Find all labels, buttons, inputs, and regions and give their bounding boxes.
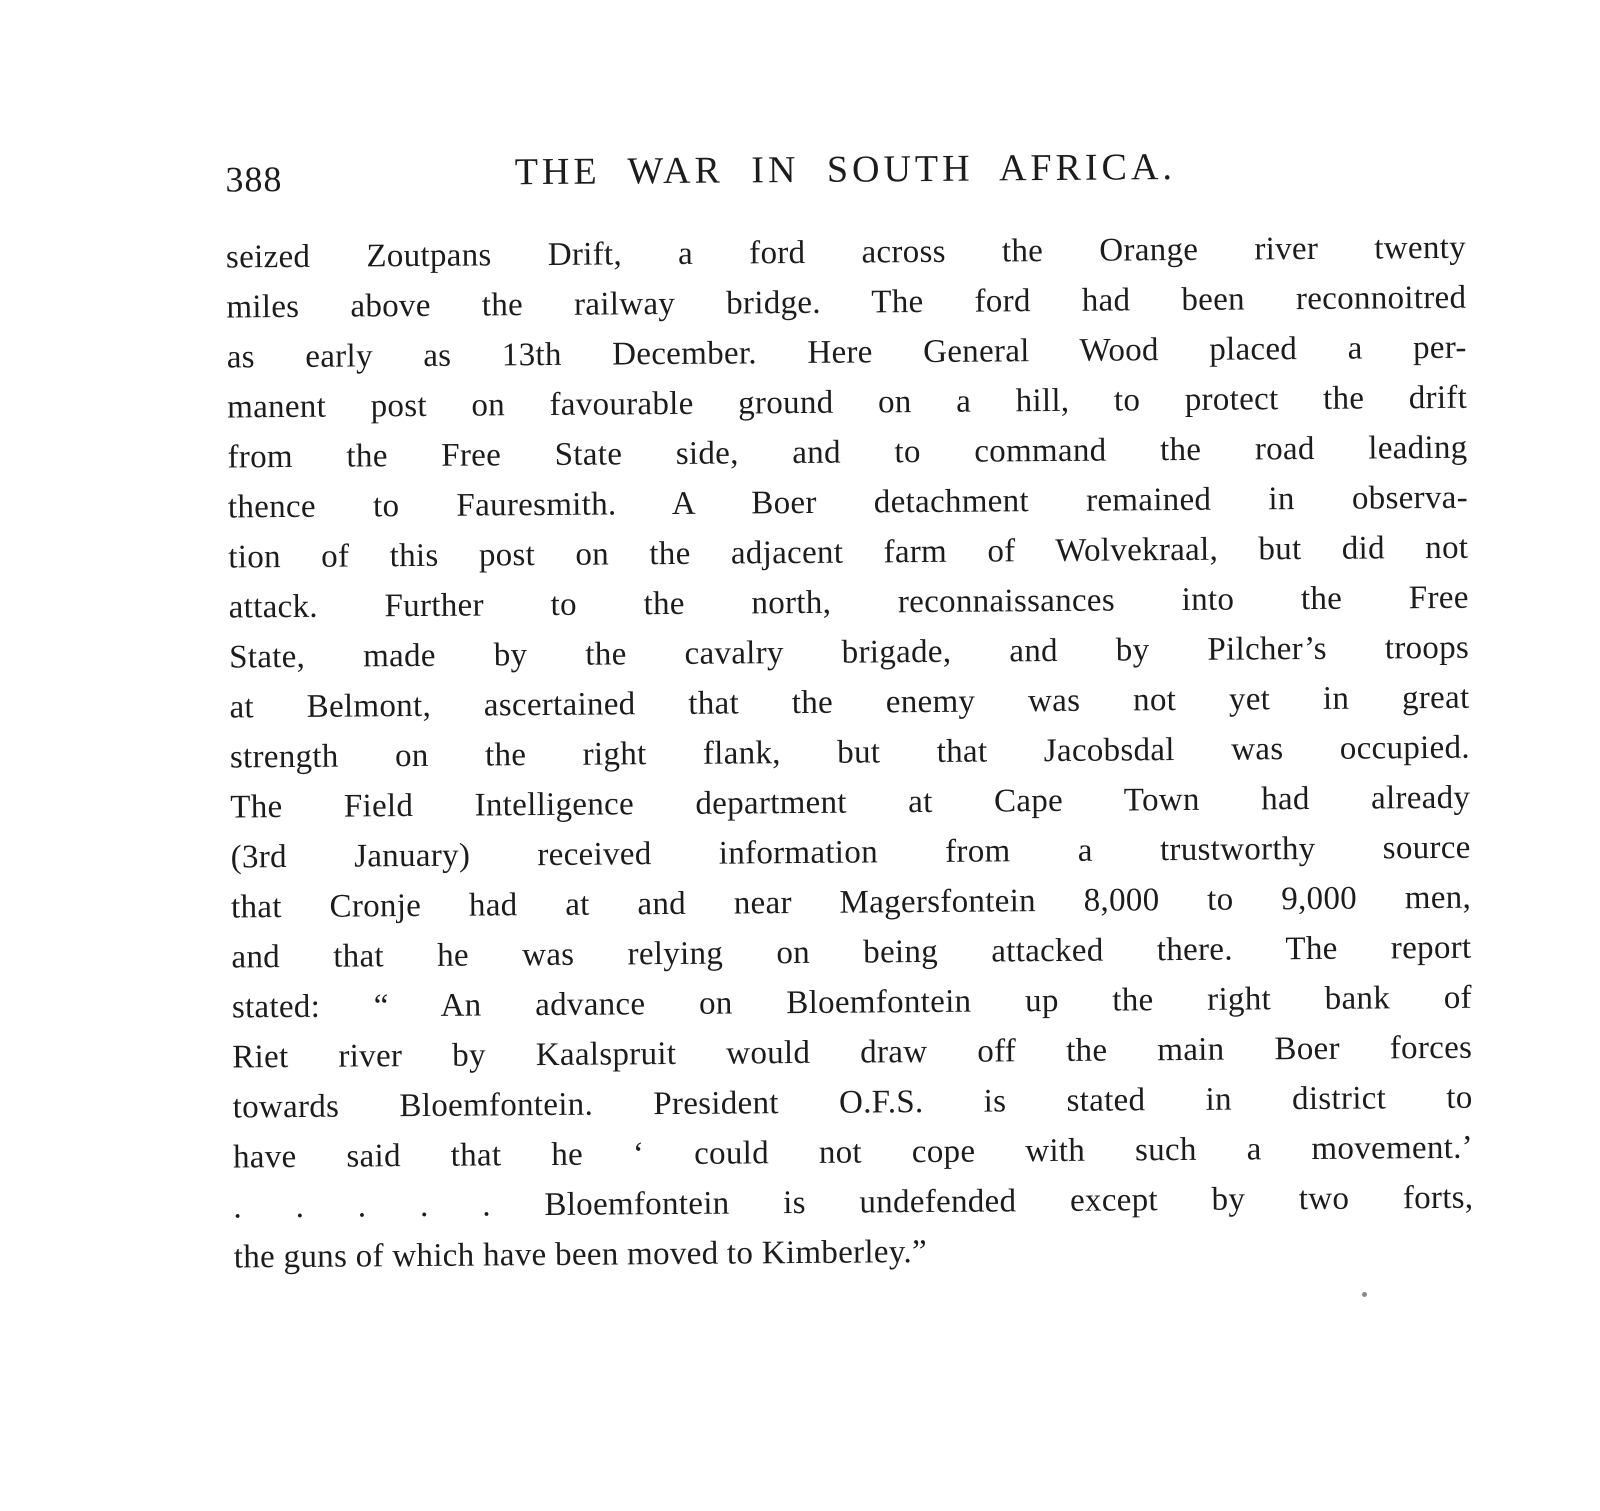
page-header-title: THE WAR IN SOUTH AFRICA. <box>514 146 1177 194</box>
text-line: from the Free State side, and to command the road leading <box>227 429 1468 476</box>
page-number: 388 <box>225 159 283 200</box>
text-line: . . . . . Bloemfontein is undefended except by two forts, <box>233 1179 1474 1226</box>
text-line: seized Zoutpans Drift, a ford across the Orange river twenty <box>225 229 1467 276</box>
text-line: that Cronje had at and near Magersfontein 8,000 to 9,000 men, <box>230 879 1472 926</box>
text-line: at Belmont, ascertained that the enemy was not yet in great <box>229 679 1470 726</box>
text-line: as early as 13th December. Here General Wood placed a per- <box>226 329 1467 376</box>
text-line: the guns of which have been moved to Kimberley.” <box>233 1234 928 1276</box>
text-line: stated: “ An advance on Bloemfontein up the right bank of <box>231 979 1472 1026</box>
scan-artifact-dot <box>1362 1292 1367 1297</box>
text-line: have said that he ‘ could not cope with such a movement.’ <box>232 1129 1474 1176</box>
text-line: attack. Further to the north, reconnaissances into the Free <box>228 579 1469 626</box>
text-line: manent post on favourable ground on a hill, to protect the drift <box>227 379 1468 426</box>
text-line: strength on the right flank, but that Jacobsdal was occupied. <box>229 729 1471 776</box>
text-line: State, made by the cavalry brigade, and by Pilcher’s troops <box>228 629 1470 676</box>
text-line: The Field Intelligence department at Cape Town had already <box>230 779 1471 826</box>
text-line: towards Bloemfontein. President O.F.S. is stated in district to <box>232 1079 1473 1126</box>
text-block <box>226 223 1474 1283</box>
text-line: and that he was relying on being attacked there. The report <box>231 929 1472 976</box>
page-header <box>225 143 1465 203</box>
text-line: (3rd January) received information from a trustworthy source <box>230 829 1471 876</box>
text-line: tion of this post on the adjacent farm of Wolvekraal, but did not <box>228 529 1469 576</box>
text-line: thence to Fauresmith. A Boer detachment remained in observa- <box>227 479 1469 526</box>
text-line: miles above the railway bridge. The ford had been reconnoitred <box>226 279 1467 326</box>
text-line: Riet river by Kaalspruit would draw off the main Boer forces <box>232 1029 1473 1076</box>
